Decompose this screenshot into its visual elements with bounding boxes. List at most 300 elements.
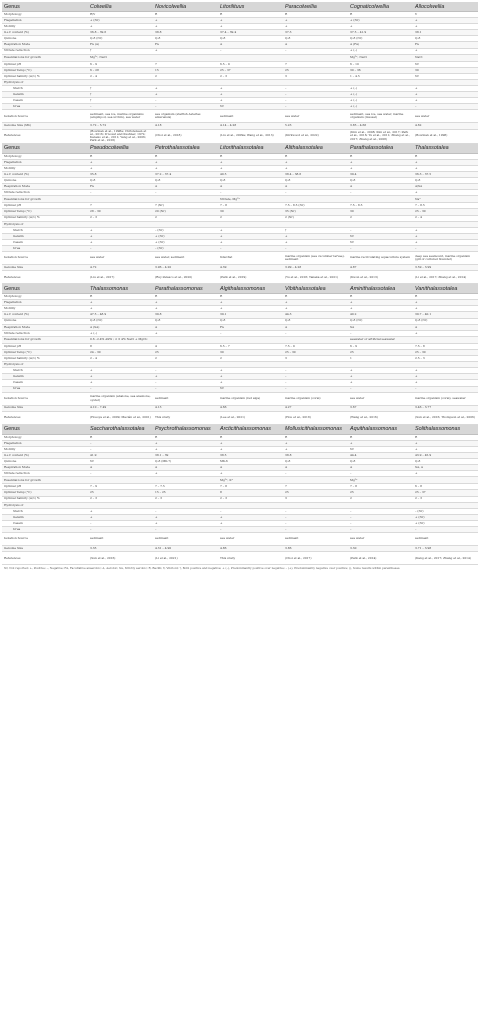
table-cell: – bbox=[283, 471, 348, 477]
table-cell: sea water bbox=[88, 252, 153, 265]
table-cell: A bbox=[348, 465, 413, 471]
reference-link[interactable]: (Hosoya et al., 2009; Macián et al., 2001) bbox=[88, 411, 153, 424]
genus-table-block bbox=[2, 425, 478, 566]
table-cell: 37.5 – 41.9 bbox=[348, 30, 413, 36]
table-cell: R bbox=[348, 294, 413, 300]
table-cell: Nitrate, Mg²⁺ bbox=[218, 196, 283, 203]
table-cell bbox=[413, 336, 478, 343]
genus-name: Litorilituus bbox=[218, 2, 283, 12]
table-cell: SA bbox=[348, 324, 413, 330]
reference-link[interactable]: (Li et al., 2017; Zhang et al., 2014) bbox=[413, 271, 478, 284]
row-label: Starch bbox=[2, 227, 88, 233]
table-cell: 6 – 9 bbox=[348, 343, 413, 349]
table-cell: – bbox=[88, 446, 153, 452]
table-cell: R bbox=[88, 434, 153, 440]
reference-link[interactable]: (Li et al., 2021) bbox=[153, 552, 218, 565]
table-cell: Mg²⁺ bbox=[348, 477, 413, 484]
genus-header-row bbox=[2, 2, 478, 12]
row-label: Urea bbox=[2, 527, 88, 533]
table-cell bbox=[153, 196, 218, 203]
table-cell: 1 bbox=[348, 356, 413, 362]
row-label: Optimal Temp (°C) bbox=[2, 67, 88, 73]
table-cell: 4.86 bbox=[218, 546, 283, 552]
row-label: Genome Size bbox=[2, 405, 88, 411]
row-label: Hydrolysis of bbox=[2, 221, 88, 227]
table-cell: A bbox=[218, 465, 283, 471]
table-cell: + bbox=[153, 18, 218, 24]
table-row bbox=[2, 533, 478, 546]
table-cell: + bbox=[153, 440, 218, 446]
table-cell: 38.1 – 39 bbox=[153, 452, 218, 458]
table-cell: 25 bbox=[88, 490, 153, 496]
table-cell: + bbox=[88, 159, 153, 165]
table-cell: 7 (Nr) bbox=[153, 203, 218, 209]
table-cell: + bbox=[153, 159, 218, 165]
table-cell: FA (A) bbox=[88, 42, 153, 48]
table-cell: † bbox=[88, 86, 153, 92]
table-cell: Mg²⁺, NaCl bbox=[348, 54, 413, 61]
table-row bbox=[2, 252, 478, 265]
table-cell: R bbox=[348, 12, 413, 18]
reference-link[interactable]: (Lee et al., 2021) bbox=[218, 411, 283, 424]
table-cell: + bbox=[218, 165, 283, 171]
table-cell: + bbox=[88, 514, 153, 520]
table-cell: – bbox=[348, 527, 413, 533]
table-cell: + bbox=[88, 508, 153, 514]
table-cell: 44.4 bbox=[348, 452, 413, 458]
table-cell: R bbox=[218, 12, 283, 18]
row-label: Urea bbox=[2, 104, 88, 110]
table-cell: 2 – 4 bbox=[413, 215, 478, 221]
row-label: Optimal Salinity (w/v) % bbox=[2, 73, 88, 79]
table-cell: + bbox=[218, 98, 283, 104]
reference-link[interactable]: (Sun et al., 2016) bbox=[88, 552, 153, 565]
table-cell: 4.31 – 4.90 bbox=[153, 546, 218, 552]
table-cell: sea water bbox=[283, 110, 348, 123]
table-cell: Q-8 bbox=[218, 36, 283, 42]
table-cell: + (Nr) bbox=[348, 18, 413, 24]
table-cell: + bbox=[153, 165, 218, 171]
row-label: Quinone bbox=[2, 318, 88, 324]
row-label: Optimal Salinity (w/v) % bbox=[2, 215, 88, 221]
table-cell: 3.67 bbox=[348, 405, 413, 411]
genus-name: Vibithalassotalea bbox=[283, 284, 348, 294]
table-cell: 2 bbox=[153, 73, 218, 79]
table-cell: 15 – 25 bbox=[153, 490, 218, 496]
table-cell: R bbox=[283, 12, 348, 18]
table-cell: Q-8 (Nr) bbox=[88, 36, 153, 42]
table-cell: Q-8 bbox=[153, 318, 218, 324]
table-cell: Q-8 (MK-7) bbox=[153, 459, 218, 465]
table-cell: 2 bbox=[218, 215, 283, 221]
table-cell: Q-8 bbox=[218, 178, 283, 184]
genus-table-block bbox=[2, 2, 478, 144]
row-label: Gelatin bbox=[2, 514, 88, 520]
table-cell: – bbox=[283, 368, 348, 374]
table-cell: † bbox=[88, 48, 153, 54]
table-cell: – (Nr) bbox=[413, 508, 478, 514]
row-label: Essential ions for growth bbox=[2, 477, 88, 484]
table-cell: A bbox=[218, 184, 283, 190]
table-cell: – bbox=[88, 190, 153, 196]
table-cell: – bbox=[348, 330, 413, 336]
table-cell: + bbox=[153, 446, 218, 452]
table-cell: 35 (Nr) bbox=[283, 209, 348, 215]
table-cell: 7.5 – 8 bbox=[413, 343, 478, 349]
reference-link[interactable]: (Liu et al., 2017) bbox=[88, 271, 153, 284]
table-cell: 25 – 30 bbox=[413, 209, 478, 215]
genus-label: Genus bbox=[2, 284, 88, 294]
table-cell: Nr bbox=[413, 73, 478, 79]
row-label: Flagellation bbox=[2, 18, 88, 24]
table-cell: R bbox=[218, 153, 283, 159]
table-cell: Q-8 (Nr) bbox=[348, 318, 413, 324]
table-cell: 4.13 bbox=[153, 405, 218, 411]
table-cell: 3.85 – 4.66 bbox=[348, 123, 413, 129]
table-cell: + bbox=[413, 440, 478, 446]
table-cell: Q-8 bbox=[413, 459, 478, 465]
table-cell: + bbox=[413, 374, 478, 380]
table-cell: + bbox=[413, 471, 478, 477]
row-label: Morphology bbox=[2, 294, 88, 300]
table-cell: + bbox=[413, 368, 478, 374]
table-cell: + bbox=[153, 514, 218, 520]
table-cell: sediment bbox=[153, 533, 218, 546]
table-cell: – bbox=[348, 386, 413, 392]
genus-name: Colwellia bbox=[88, 2, 153, 12]
table-cell: R bbox=[88, 153, 153, 159]
table-cell: Nr bbox=[348, 233, 413, 239]
table-cell: – bbox=[218, 527, 283, 533]
row-label: Genome Size bbox=[2, 265, 88, 271]
table-cell: – bbox=[283, 386, 348, 392]
genus-label: Genus bbox=[2, 425, 88, 435]
reference-link[interactable]: (Wang et al., 2016) bbox=[348, 411, 413, 424]
table-cell: – bbox=[153, 386, 218, 392]
table-cell bbox=[348, 196, 413, 203]
reference-link[interactable]: (Kwon et al., 2013) bbox=[348, 271, 413, 284]
row-label: G+C content (%) bbox=[2, 171, 88, 177]
table-cell: 2 bbox=[218, 356, 283, 362]
genus-table-block bbox=[2, 284, 478, 425]
table-cell: + bbox=[153, 374, 218, 380]
row-label: Motility bbox=[2, 306, 88, 312]
table-cell: 3.59 – 3.99 bbox=[413, 265, 478, 271]
table-cell: 38.8 bbox=[153, 30, 218, 36]
reference-link[interactable]: This study bbox=[153, 411, 218, 424]
table-cell: 39.4 bbox=[348, 171, 413, 177]
table-cell: + (–) bbox=[88, 330, 153, 336]
row-label: Respiration Mode bbox=[2, 324, 88, 330]
row-label: Isolation Source bbox=[2, 533, 88, 546]
row-label: Optimal pH bbox=[2, 203, 88, 209]
row-label: Optimal Temp (°C) bbox=[2, 209, 88, 215]
table-cell: 39.8 bbox=[153, 312, 218, 318]
table-cell bbox=[218, 54, 283, 61]
table-cell: Q-8 (Nr) bbox=[348, 36, 413, 42]
reference-link[interactable]: (Kim et al., 2008; Kim et al., 2017; Park et al., 2016; Yu et al., 2011; Zhang et al., 2017; Zhang et al., 2008) bbox=[348, 129, 413, 143]
table-cell: tidal flat bbox=[218, 252, 283, 265]
row-label: Gelatin bbox=[2, 374, 88, 380]
row-label: Hydrolysis of bbox=[2, 362, 88, 368]
table-cell: + bbox=[88, 368, 153, 374]
row-label: G+C content (%) bbox=[2, 312, 88, 318]
table-cell: Q-8 bbox=[283, 459, 348, 465]
table-cell: 4.10 – 7.49 bbox=[88, 405, 153, 411]
row-label: Urea bbox=[2, 246, 88, 252]
table-cell: – bbox=[413, 386, 478, 392]
table-cell: A bbox=[348, 184, 413, 190]
table-cell: 8 bbox=[88, 343, 153, 349]
table-cell: 7 bbox=[283, 61, 348, 67]
table-cell: 25 bbox=[283, 490, 348, 496]
reference-link[interactable]: (Bowman et al., 1998a; Christensen et al., 2016; D'Aoust and Kushner, 1972; Kaneko et al., 2011; Yang et al., 2006; Park et al., 2016) bbox=[88, 129, 153, 143]
table-cell: R bbox=[153, 434, 218, 440]
reference-link[interactable]: (Ruy-Velasco et al., 2020) bbox=[153, 271, 218, 284]
table-cell: + bbox=[413, 239, 478, 245]
table-cell: 2 bbox=[153, 215, 218, 221]
reference-link[interactable]: (Kang et al., 2017; Zhang et al., 2014) bbox=[413, 552, 478, 565]
table-cell: sea water bbox=[348, 392, 413, 405]
table-cell: + bbox=[283, 159, 348, 165]
table-cell: + bbox=[153, 48, 218, 54]
table-cell: – bbox=[283, 520, 348, 526]
table-cell: + bbox=[218, 440, 283, 446]
table-cell: + bbox=[218, 86, 283, 92]
row-label: References bbox=[2, 129, 88, 143]
table-cell: Q-8 bbox=[348, 459, 413, 465]
reference-link[interactable]: (Hou et al., 2018) bbox=[283, 411, 348, 424]
table-cell: + bbox=[88, 380, 153, 386]
table-cell: 41.9 bbox=[88, 452, 153, 458]
table-cell: – (Nr) bbox=[153, 246, 218, 252]
table-cell: 2 – 4 bbox=[88, 356, 153, 362]
table-cell: 7 – 9 bbox=[88, 484, 153, 490]
table-cell: + bbox=[348, 24, 413, 30]
row-label: Optimal pH bbox=[2, 484, 88, 490]
row-label: Optimal pH bbox=[2, 343, 88, 349]
table-cell bbox=[218, 336, 283, 343]
table-cell: – bbox=[283, 190, 348, 196]
table-cell: A bbox=[88, 465, 153, 471]
reference-link[interactable]: (Choi et al., 2017) bbox=[283, 552, 348, 565]
table-cell: Q-8 bbox=[218, 318, 283, 324]
table-cell: + bbox=[283, 300, 348, 306]
genus-name: Solithalassomonas bbox=[413, 425, 478, 435]
table-cell: R bbox=[283, 153, 348, 159]
genus-name: Vanithalassotalea bbox=[413, 284, 478, 294]
table-cell: A bbox=[153, 324, 218, 330]
table-cell: 40.5 bbox=[218, 171, 283, 177]
reference-link[interactable]: (Bowman et al., 1998) bbox=[413, 129, 478, 143]
table-cell: + bbox=[153, 330, 218, 336]
table-cell: 4.87 bbox=[348, 265, 413, 271]
table-cell: – bbox=[283, 104, 348, 110]
table-cell: – bbox=[413, 246, 478, 252]
genus-name: Litorithalassotalea bbox=[218, 144, 283, 154]
table-cell: A bbox=[218, 42, 283, 48]
table-cell: sea water bbox=[218, 533, 283, 546]
row-label: Essential ions for growth bbox=[2, 336, 88, 343]
table-cell: + bbox=[348, 300, 413, 306]
table-cell: 40.2 bbox=[348, 312, 413, 318]
table-cell: R bbox=[88, 294, 153, 300]
table-cell: 3 bbox=[283, 73, 348, 79]
table-cell: 25 bbox=[283, 67, 348, 73]
table-cell: + bbox=[348, 306, 413, 312]
table-cell: – bbox=[218, 48, 283, 54]
table-cell: 44.3 bbox=[283, 312, 348, 318]
table-cell: R bbox=[413, 294, 478, 300]
reference-link[interactable]: (Kirkwood et al., 2022) bbox=[283, 129, 348, 143]
reference-link[interactable]: (Yu et al., 2018; Tanaka et al., 2021) bbox=[283, 271, 348, 284]
table-cell: 38.8 bbox=[283, 452, 348, 458]
table-cell: † bbox=[88, 98, 153, 104]
table-cell: + bbox=[153, 86, 218, 92]
table-cell: + bbox=[413, 233, 478, 239]
comparison-table bbox=[2, 2, 478, 571]
table-cell: 7 bbox=[283, 484, 348, 490]
table-cell: 36.3 – 37.5 bbox=[413, 171, 478, 177]
table-cell: marine organism (sea cucumber larvae), sediment bbox=[283, 252, 348, 265]
table-row bbox=[2, 54, 478, 61]
table-cell: FA bbox=[218, 324, 283, 330]
table-cell bbox=[283, 54, 348, 61]
table-cell: A bbox=[283, 324, 348, 330]
reference-link[interactable]: (Liu et al., 2009a; Wang et al., 2013) bbox=[218, 129, 283, 143]
table-cell: NaCl bbox=[413, 54, 478, 61]
table-cell: R bbox=[153, 294, 218, 300]
table-cell: – bbox=[283, 246, 348, 252]
table-cell: 37.4 – 39.4 bbox=[218, 30, 283, 36]
table-cell: 43.9 – 45.9 bbox=[413, 452, 478, 458]
table-cell: + bbox=[218, 24, 283, 30]
table-cell: + bbox=[88, 306, 153, 312]
genus-name: Petrothalassotalea bbox=[153, 144, 218, 154]
table-cell: + (Nr) bbox=[88, 18, 153, 24]
table-cell: – bbox=[88, 440, 153, 446]
table-cell: Nr bbox=[218, 104, 283, 110]
table-cell: 2 bbox=[348, 215, 413, 221]
genus-name: Cognaticolwellia bbox=[348, 2, 413, 12]
reference-link[interactable]: (Park et al., 2014) bbox=[348, 552, 413, 565]
table-cell: + bbox=[413, 98, 478, 104]
genus-name: Thalassomonas bbox=[88, 284, 153, 294]
table-cell: 2 – 3 bbox=[218, 496, 283, 502]
table-cell: R bbox=[153, 12, 218, 18]
table-cell: + bbox=[218, 159, 283, 165]
table-cell bbox=[283, 196, 348, 203]
table-cell: – bbox=[283, 98, 348, 104]
table-cell: + bbox=[153, 92, 218, 98]
table-cell: 4.62 bbox=[413, 123, 478, 129]
row-label: Respiration Mode bbox=[2, 465, 88, 471]
table-cell: + bbox=[283, 18, 348, 24]
row-label: Casein bbox=[2, 520, 88, 526]
row-label: Optimal Temp (°C) bbox=[2, 490, 88, 496]
table-cell: + (Nr) bbox=[413, 520, 478, 526]
reference-link[interactable]: (Sun et al., 2016; Thompson et al., 2006) bbox=[413, 411, 478, 424]
table-cell: deep sea seamount, marine organism (gill of cultured flounder) bbox=[413, 252, 478, 265]
table-cell: 3.30 bbox=[348, 546, 413, 552]
table-cell: + bbox=[413, 165, 478, 171]
row-label: Isolation Source bbox=[2, 110, 88, 123]
reference-link[interactable]: This study bbox=[218, 552, 283, 565]
table-cell: 4.72 bbox=[88, 265, 153, 271]
row-label: Isolation Source bbox=[2, 392, 88, 405]
table-cell: – bbox=[283, 48, 348, 54]
table-cell: + bbox=[88, 239, 153, 245]
genus-label: Genus bbox=[2, 2, 88, 12]
table-cell: + bbox=[88, 233, 153, 239]
genus-table-block bbox=[2, 144, 478, 285]
genus-name: Mollusicithalassomonas bbox=[283, 425, 348, 435]
row-label: References bbox=[2, 411, 88, 424]
row-label: Gelatin bbox=[2, 92, 88, 98]
table-footnote: Nr, Not reported; +, Positive; –, Negative; FA, Facultative anaerobic; A, Aerobic; SA, Strictly aerobic; R, Bacilli; V, Vibrioid; †, Both positive and negative; + (–), Predominantly positive over negative; – (+), Predominantly negative over positive; (), Some results within parentheses. bbox=[4, 566, 401, 571]
table-cell: 3.99 – 4.28 bbox=[283, 265, 348, 271]
table-cell: 4 bbox=[153, 343, 218, 349]
table-cell: 2 (Nr) bbox=[283, 215, 348, 221]
table-cell: + bbox=[218, 514, 283, 520]
table-cell: sea water, sediment bbox=[153, 252, 218, 265]
row-label: Starch bbox=[2, 368, 88, 374]
table-cell: R bbox=[413, 434, 478, 440]
genus-name: Saccharothalassotalea bbox=[88, 425, 153, 435]
table-cell: sea water bbox=[413, 110, 478, 123]
table-cell: 30 bbox=[413, 67, 478, 73]
table-cell: + bbox=[218, 520, 283, 526]
table-cell: FA bbox=[413, 42, 478, 48]
table-cell: – bbox=[153, 104, 218, 110]
table-cell: Nr bbox=[413, 61, 478, 67]
table-cell: 25 – 37 bbox=[413, 490, 478, 496]
table-cell: 25 bbox=[348, 349, 413, 355]
table-cell: – bbox=[283, 508, 348, 514]
table-cell: – bbox=[88, 527, 153, 533]
genus-name: Alithalassotalea bbox=[283, 144, 348, 154]
table-cell: 15 bbox=[153, 67, 218, 73]
reference-link[interactable]: (Park et al., 2019) bbox=[218, 271, 283, 284]
table-cell: + bbox=[413, 446, 478, 452]
table-cell: 28 – 30 bbox=[88, 209, 153, 215]
table-cell: A bbox=[413, 324, 478, 330]
table-cell: † bbox=[88, 92, 153, 98]
table-cell: + bbox=[283, 239, 348, 245]
table-cell: FA bbox=[153, 42, 218, 48]
row-label: Gelatin bbox=[2, 233, 88, 239]
table-cell: + bbox=[413, 159, 478, 165]
table-cell: 2.5 – 3 bbox=[413, 356, 478, 362]
row-label: Motility bbox=[2, 24, 88, 30]
table-cell: 2 – 3 bbox=[88, 496, 153, 502]
genus-header-row bbox=[2, 144, 478, 154]
table-cell: 25 – 30 bbox=[283, 349, 348, 355]
row-label: Respiration Mode bbox=[2, 184, 88, 190]
table-cell: marine recirculating aquaculture system bbox=[348, 252, 413, 265]
row-label: Flagellation bbox=[2, 300, 88, 306]
table-cell: + bbox=[153, 471, 218, 477]
table-cell: + bbox=[218, 306, 283, 312]
table-cell: R bbox=[218, 434, 283, 440]
table-cell: 4.14 – 4.28 bbox=[218, 123, 283, 129]
reference-link[interactable]: (Choi et al., 2018) bbox=[153, 129, 218, 143]
genus-name: Pseudocolwellia bbox=[88, 144, 153, 154]
table-cell: R bbox=[348, 153, 413, 159]
table-cell: sea organism (starfish Asterias amurensis) bbox=[153, 110, 218, 123]
table-cell: Q-8 bbox=[283, 36, 348, 42]
table-cell: 38.1 bbox=[413, 30, 478, 36]
